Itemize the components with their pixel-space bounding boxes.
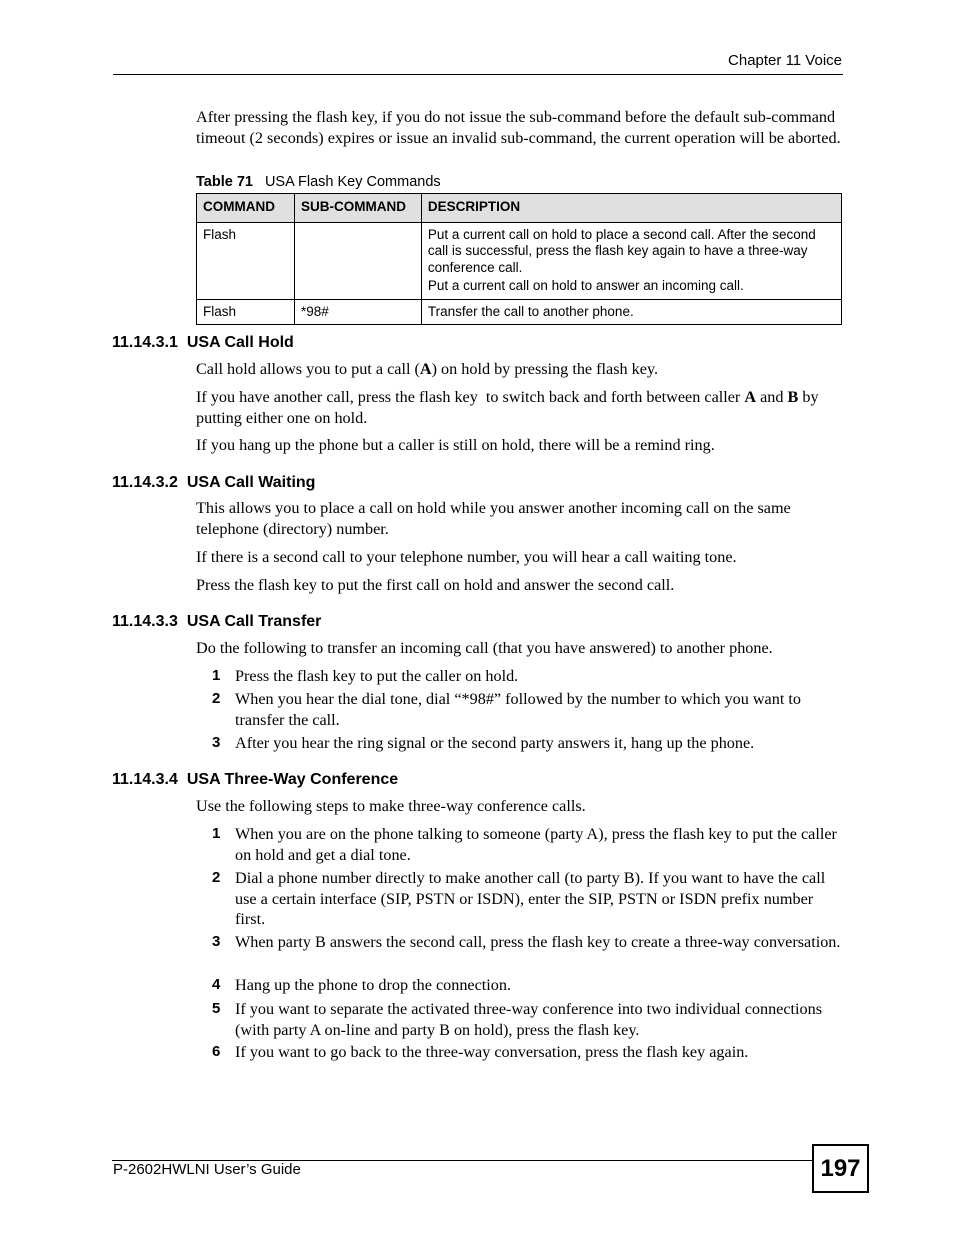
- step-number: 5: [212, 1000, 221, 1017]
- intro-paragraph: After pressing the flash key, if you do not issue the sub-command before the default sub-command timeout (2 seconds) expires or issue an invalid sub-command, the current operation will be aborted.: [196, 108, 841, 147]
- section-title: USA Call Hold: [186, 334, 294, 351]
- description-line: Put a current call on hold to place a second call. After the second call is successful, press the flash key again to have a three-way conference call.: [427, 226, 816, 275]
- chapter-header: Chapter 11 Voice: [728, 52, 842, 69]
- step-text: Dial a phone number directly to make another call (to party B). If you want to have the call use a certain interface (SIP, PSTN or ISDN), enter the SIP, PSTN or ISDN prefix number first.: [235, 869, 826, 928]
- table-row: [197, 299, 842, 325]
- section-title: USA Call Transfer: [186, 613, 322, 630]
- section-heading-call-transfer: [112, 613, 321, 631]
- step-text: Press the flash key to put the caller on hold.: [235, 667, 519, 685]
- call-transfer-paragraph-1: Do the following to transfer an incoming call (that you have answered) to another phone.: [196, 639, 773, 657]
- section-heading-call-waiting: [112, 474, 315, 492]
- description-line: Transfer the call to another phone.: [427, 303, 634, 319]
- step-text: After you hear the ring signal or the second party answers it, hang up the phone.: [235, 734, 755, 752]
- step-text: If you want to go back to the three-way conversation, press the flash key again.: [235, 1043, 749, 1061]
- column-header-command: COMMAND: [197, 194, 295, 223]
- section-title: USA Three-Way Conference: [186, 771, 399, 788]
- cell-subcommand: *98#: [294, 299, 421, 325]
- call-hold-paragraph-3: If you hang up the phone but a caller is still on hold, there will be a remind ring.: [196, 436, 715, 454]
- step-text: When party B answers the second call, press the flash key to create a three-way conversation.: [235, 933, 841, 951]
- flash-key-commands-table: [196, 193, 842, 325]
- section-heading-three-way-conference: [112, 771, 398, 789]
- call-waiting-paragraph-2: If there is a second call to your telephone number, you will hear a call waiting tone.: [196, 548, 737, 566]
- description-line: Put a current call on hold to answer an incoming call.: [427, 278, 744, 293]
- call-waiting-paragraph-3: Press the flash key to put the first call on hold and answer the second call.: [196, 576, 675, 594]
- table-title: USA Flash Key Commands: [264, 174, 441, 190]
- cell-subcommand: [294, 222, 421, 299]
- step-number: 3: [212, 734, 221, 751]
- step-number: 4: [212, 976, 221, 993]
- step-number: 3: [212, 933, 221, 950]
- section-number: 11.14.3.2: [112, 474, 178, 491]
- section-title: USA Call Waiting: [186, 474, 316, 491]
- step-number: 2: [212, 690, 221, 707]
- header-divider: [113, 74, 843, 75]
- cell-description: [421, 299, 841, 325]
- section-number: 11.14.3.3: [112, 613, 178, 630]
- step-text: When you hear the dial tone, dial “*98#” followed by the number to which you want to transfer the call.: [235, 690, 801, 729]
- call-hold-paragraph-1: Call hold allows you to put a call (A) on hold by pressing the flash key.: [196, 360, 659, 378]
- cell-command: Flash: [197, 299, 295, 325]
- step-number: 1: [212, 825, 221, 842]
- call-waiting-paragraph-1: This allows you to place a call on hold while you answer another incoming call on the same telephone (directory) number.: [196, 499, 791, 538]
- step-number: 2: [212, 869, 221, 886]
- table-number: Table 71: [196, 174, 253, 190]
- footer-guide-title: P-2602HWLNI User’s Guide: [113, 1161, 301, 1178]
- cell-command: Flash: [197, 222, 295, 299]
- section-heading-call-hold: [112, 334, 294, 352]
- step-text: Hang up the phone to drop the connection.: [235, 976, 512, 994]
- cell-description: [421, 222, 841, 299]
- call-hold-paragraph-2: If you have another call, press the flash key to switch back and forth between caller A and B by putting either one on hold.: [196, 388, 819, 427]
- table-caption: [196, 174, 441, 190]
- table-header-row: [197, 194, 842, 223]
- section-number: 11.14.3.1: [112, 334, 178, 351]
- table-row: [197, 222, 842, 299]
- column-header-subcommand: SUB-COMMAND: [294, 194, 421, 223]
- page-number: 197: [812, 1144, 869, 1193]
- step-text: When you are on the phone talking to someone (party A), press the flash key to put the caller on hold and get a dial tone.: [235, 825, 837, 864]
- step-number: 1: [212, 667, 221, 684]
- step-text: If you want to separate the activated three-way conference into two individual connections (with party A on-line and party B on hold), press the flash key.: [235, 1000, 823, 1039]
- column-header-description: DESCRIPTION: [421, 194, 841, 223]
- step-number: 6: [212, 1043, 221, 1060]
- conference-paragraph-1: Use the following steps to make three-way conference calls.: [196, 797, 586, 815]
- section-number: 11.14.3.4: [112, 771, 178, 788]
